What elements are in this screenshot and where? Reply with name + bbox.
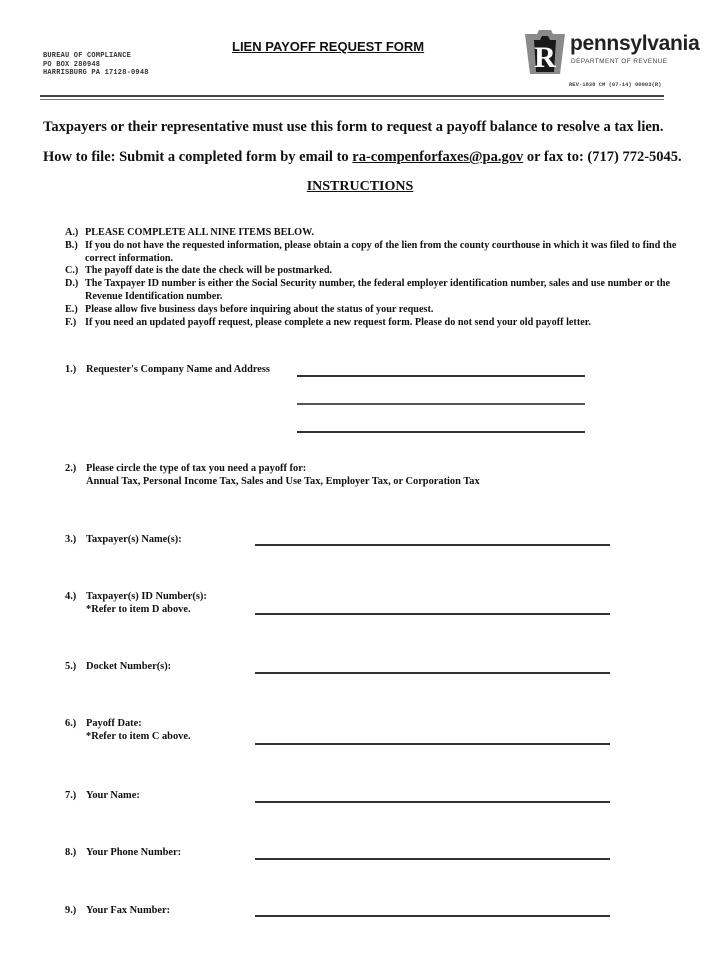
email-link[interactable]: ra-compenforfaxes@pa.gov bbox=[352, 149, 524, 165]
field-label-your-name: 7.) Your Name: bbox=[65, 790, 140, 801]
docket-number-line[interactable] bbox=[255, 672, 610, 674]
your-name-input[interactable] bbox=[255, 783, 614, 801]
company-name-input[interactable] bbox=[297, 357, 589, 375]
payoff-date-line[interactable] bbox=[255, 743, 610, 745]
field-label-taxpayer-id: 4.) Taxpayer(s) ID Number(s): *Refer to item D above. bbox=[65, 591, 207, 615]
taxpayer-names-input[interactable] bbox=[255, 526, 614, 544]
bureau-line: BUREAU OF COMPLIANCE bbox=[43, 52, 132, 60]
header-divider bbox=[40, 99, 664, 100]
bureau-address bbox=[43, 52, 149, 78]
instructions-heading: INSTRUCTIONS bbox=[306, 179, 414, 194]
logo-department: DEPARTMENT OF REVENUE bbox=[571, 58, 668, 65]
taxpayer-id-input[interactable] bbox=[255, 595, 614, 613]
fax-number-input[interactable] bbox=[255, 897, 614, 915]
taxpayer-names-line[interactable] bbox=[255, 544, 610, 546]
field-label-phone: 8.) Your Phone Number: bbox=[65, 847, 182, 858]
field-label-fax: 9.) Your Fax Number: bbox=[65, 905, 171, 916]
taxpayer-id-line[interactable] bbox=[255, 613, 610, 615]
company-name-line-1[interactable] bbox=[297, 375, 585, 377]
instruction-item: E.) Please allow five business days before inquiring about the status of your request. bbox=[65, 303, 434, 315]
company-address-line-3[interactable] bbox=[297, 431, 585, 433]
svg-text:R: R bbox=[534, 41, 556, 74]
how-to-file-suffix: or fax to: (717) 772-5045. bbox=[523, 149, 682, 165]
field-label-tax-type: 2.) Please circle the type of tax you need a payoff for: Annual Tax, Personal Income Tax, Sales and Use Tax, Employer Tax, or Corporation Tax bbox=[65, 463, 480, 487]
docket-number-input[interactable] bbox=[255, 654, 614, 672]
intro-how-to-file bbox=[43, 149, 682, 166]
intro-purpose: Taxpayers or their representative must use this form to request a payoff balance to resolve a tax lien. bbox=[43, 119, 664, 135]
company-address-input-2[interactable] bbox=[297, 385, 589, 403]
field-label-company: 1.) Requester's Company Name and Address bbox=[65, 364, 270, 375]
bureau-line: HARRISBURG PA 17128-0948 bbox=[43, 69, 149, 77]
keystone-r-icon bbox=[524, 30, 566, 74]
instruction-item: F.) If you need an updated payoff request, please complete a new request form. Please do not send your old payoff letter. bbox=[65, 316, 591, 328]
your-name-line[interactable] bbox=[255, 801, 610, 803]
fax-number-line[interactable] bbox=[255, 915, 610, 917]
bureau-line: PO BOX 280948 bbox=[43, 60, 101, 69]
pa-revenue-logo bbox=[524, 30, 700, 78]
field-label-payoff-date: 6.) Payoff Date: *Refer to item C above. bbox=[65, 718, 191, 742]
company-address-line-2[interactable] bbox=[297, 403, 585, 405]
instructions-list bbox=[65, 227, 695, 329]
field-label-taxpayer-names: 3.) Taxpayer(s) Name(s): bbox=[65, 534, 182, 545]
header-divider bbox=[40, 95, 664, 97]
how-to-file-prefix: How to file: Submit a completed form by email to bbox=[43, 149, 353, 165]
form-title: LIEN PAYOFF REQUEST FORM bbox=[232, 39, 425, 54]
logo-state-name: pennsylvania bbox=[570, 32, 700, 55]
form-number: REV-1838 CM (07-14) 00003(R) bbox=[569, 81, 662, 88]
phone-number-input[interactable] bbox=[255, 840, 614, 858]
instruction-item: C.) The payoff date is the date the check will be postmarked. bbox=[65, 265, 333, 277]
company-address-input-3[interactable] bbox=[297, 413, 589, 431]
tax-type-options[interactable]: Annual Tax, Personal Income Tax, Sales and Use Tax, Employer Tax, or Corporation Tax bbox=[86, 475, 480, 487]
instruction-item: D.) The Taxpayer ID number is either the Social Security number, the federal employer identification number, sales and use number or the Revenue Identification number. bbox=[65, 278, 671, 302]
payoff-date-input[interactable] bbox=[255, 725, 614, 743]
instruction-item: B.) If you do not have the requested information, please obtain a copy of the lien from the county courthouse in which it was filed to find the correct information. bbox=[65, 239, 677, 264]
instruction-item: A.) PLEASE COMPLETE ALL NINE ITEMS BELOW. bbox=[65, 227, 314, 238]
phone-number-line[interactable] bbox=[255, 858, 610, 860]
field-label-docket: 5.) Docket Number(s): bbox=[65, 661, 172, 672]
